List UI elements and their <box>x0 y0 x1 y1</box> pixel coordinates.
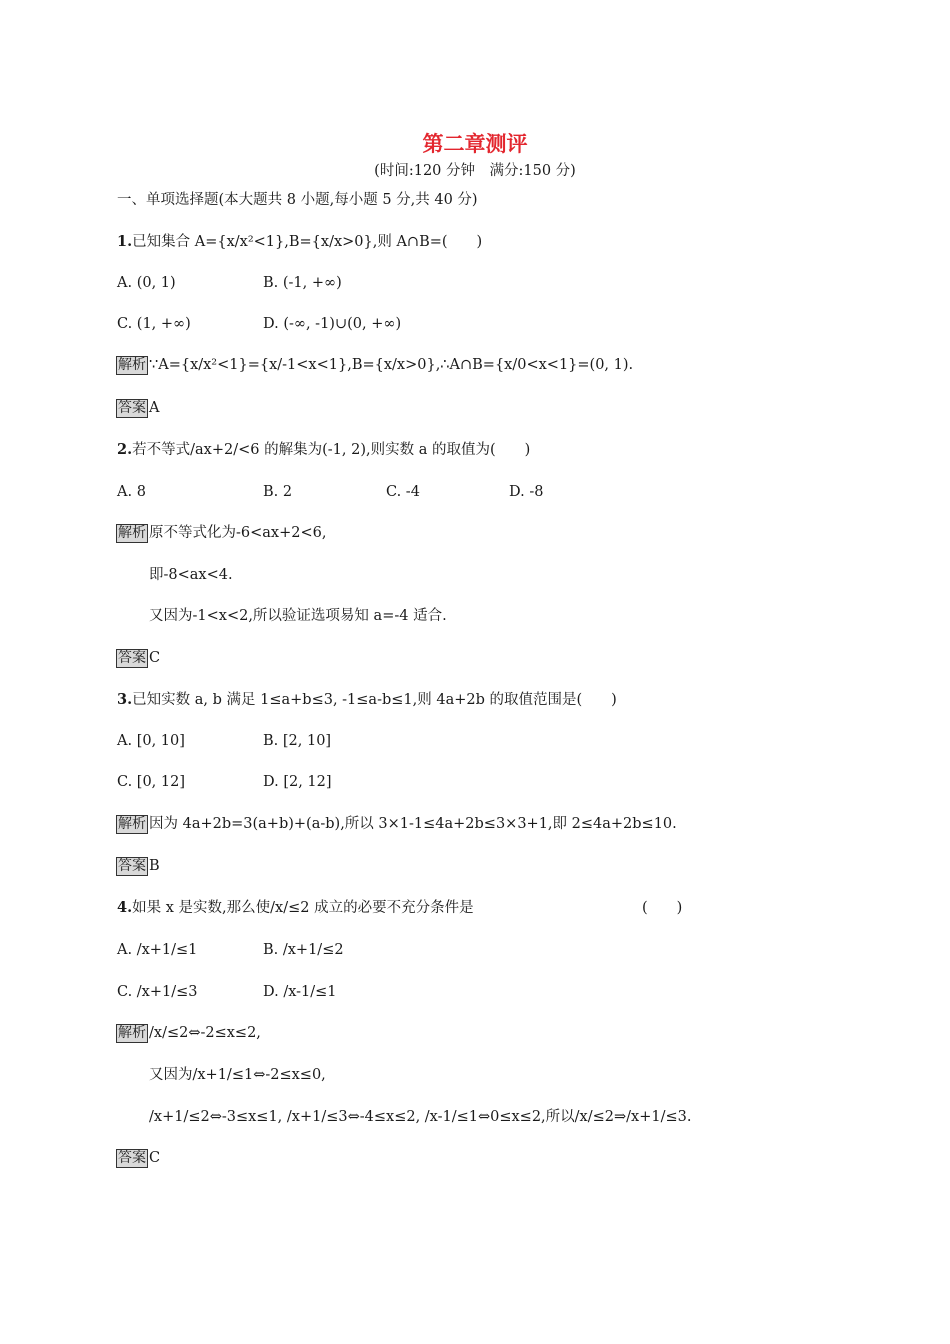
q4-analysis-line-3: /x+1/≤2⇔-3≤x≤1, /x+1/≤3⇔-4≤x≤2, /x-1/≤1⇔0≤x≤2,所以/x/≤2⇒/x+1/≤3. <box>149 1109 692 1125</box>
question-number: 2. <box>117 441 133 458</box>
q1-analysis <box>116 355 633 375</box>
q4-answer <box>116 1148 160 1168</box>
q4-analysis <box>116 1023 261 1043</box>
q2-analysis-line-3: 又因为-1<x<2,所以验证选项易知 a=-4 适合. <box>149 608 447 624</box>
question-number: 1. <box>117 233 133 250</box>
q1-option-b: B. (-1, +∞) <box>263 275 342 291</box>
answer-tag: 答案 <box>118 858 146 874</box>
answer-tag: 答案 <box>118 650 146 666</box>
analysis-tag: 解析 <box>118 525 146 541</box>
question-text: 若不等式/ax+2/<6 的解集为(-1, 2),则实数 a 的取值为( ) <box>132 442 531 458</box>
q3-option-b: B. [2, 10] <box>263 733 332 749</box>
analysis-tag: 解析 <box>118 816 146 832</box>
question-text: 已知集合 A={x/x²<1},B={x/x>0},则 A∩B=( ) <box>132 234 483 250</box>
analysis-tag: 解析 <box>118 357 146 373</box>
analysis-tag: 解析 <box>118 1025 146 1041</box>
question-3-stem <box>117 690 617 710</box>
q4-option-a: A. /x+1/≤1 <box>117 942 198 958</box>
question-text: 如果 x 是实数,那么使/x/≤2 成立的必要不充分条件是 <box>132 900 474 916</box>
q2-option-a: A. 8 <box>117 484 146 500</box>
answer-tag: 答案 <box>118 400 146 416</box>
answer-value: A <box>149 400 160 416</box>
q2-analysis-line-2: 即-8<ax<4. <box>149 567 233 583</box>
q4-option-c: C. /x+1/≤3 <box>117 984 198 1000</box>
section-heading: 一、单项选择题(本大题共 8 小题,每小题 5 分,共 40 分) <box>117 192 478 208</box>
analysis-text: 因为 4a+2b=3(a+b)+(a-b),所以 3×1-1≤4a+2b≤3×3+1,即 2≤4a+2b≤10. <box>149 816 677 832</box>
q4-option-d: D. /x-1/≤1 <box>263 984 337 1000</box>
q2-answer <box>116 648 160 668</box>
q1-option-c: C. (1, +∞) <box>117 316 191 332</box>
question-number: 4. <box>117 899 133 916</box>
q3-analysis <box>116 814 677 834</box>
q4-option-b: B. /x+1/≤2 <box>263 942 344 958</box>
q4-answer-parentheses: ( ) <box>642 900 683 916</box>
answer-value: C <box>149 1150 161 1166</box>
q2-option-c: C. -4 <box>386 484 420 500</box>
q1-answer <box>116 398 159 418</box>
question-1-stem <box>117 232 482 252</box>
question-4-stem <box>117 898 474 918</box>
analysis-text: 原不等式化为-6<ax+2<6, <box>149 525 327 541</box>
analysis-text: /x/≤2⇔-2≤x≤2, <box>149 1025 261 1041</box>
page-subtitle: (时间:120 分钟 满分:150 分) <box>374 163 576 179</box>
q2-option-b: B. 2 <box>263 484 293 500</box>
q3-option-c: C. [0, 12] <box>117 774 186 790</box>
q3-option-a: A. [0, 10] <box>117 733 185 749</box>
q3-answer <box>116 856 160 876</box>
q2-option-d: D. -8 <box>509 484 544 500</box>
q1-option-d: D. (-∞, -1)∪(0, +∞) <box>263 316 402 332</box>
answer-tag: 答案 <box>118 1150 146 1166</box>
q3-option-d: D. [2, 12] <box>263 774 332 790</box>
q1-option-a: A. (0, 1) <box>117 275 176 291</box>
q4-analysis-line-2: 又因为/x+1/≤1⇔-2≤x≤0, <box>149 1067 326 1083</box>
question-number: 3. <box>117 691 133 708</box>
page-title: 第二章测评 <box>422 131 528 156</box>
question-2-stem <box>117 440 530 460</box>
analysis-text: ∵A={x/x²<1}={x/-1<x<1},B={x/x>0},∴A∩B={x/0<x<1}=(0, 1). <box>149 357 634 373</box>
question-text: 已知实数 a, b 满足 1≤a+b≤3, -1≤a-b≤1,则 4a+2b 的取值范围是( ) <box>132 692 617 708</box>
q2-analysis <box>116 523 326 543</box>
answer-value: C <box>149 650 161 666</box>
answer-value: B <box>149 858 160 874</box>
